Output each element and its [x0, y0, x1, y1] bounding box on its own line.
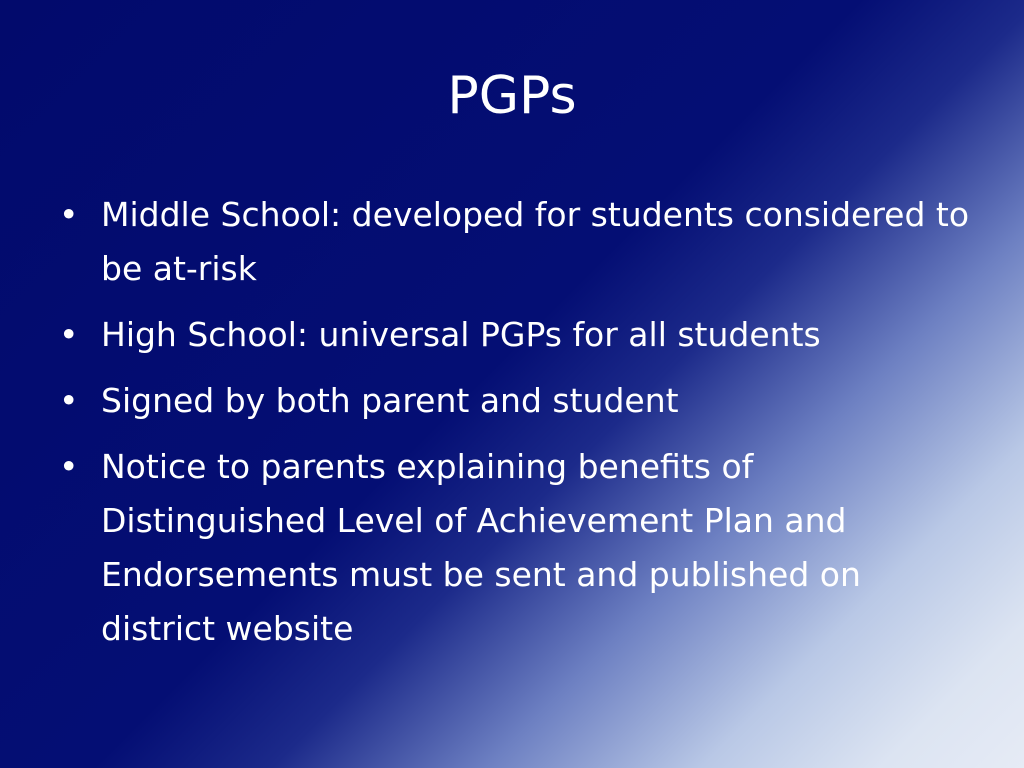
- bullet-icon: •: [59, 195, 79, 234]
- bullet-text: Signed by both parent and student: [101, 381, 679, 420]
- bullet-item-high-school: [56, 308, 976, 362]
- bullet-item-middle-school: [56, 188, 976, 296]
- bullet-item-notice: [56, 440, 976, 656]
- bullet-item-signed: [56, 374, 976, 428]
- bullet-text: Notice to parents explaining benefits of Distinguished Level of Achievement Plan and Endorsements must be sent and published on district website: [101, 447, 861, 648]
- bullet-text: Middle School: developed for students considered to be at-risk: [101, 195, 970, 288]
- bullet-icon: •: [59, 381, 79, 420]
- bullet-text: High School: universal PGPs for all students: [101, 315, 821, 354]
- bullet-icon: •: [59, 315, 79, 354]
- bullet-icon: •: [59, 447, 79, 486]
- slide-title: PGPs: [447, 66, 577, 126]
- bullet-list: [56, 188, 976, 668]
